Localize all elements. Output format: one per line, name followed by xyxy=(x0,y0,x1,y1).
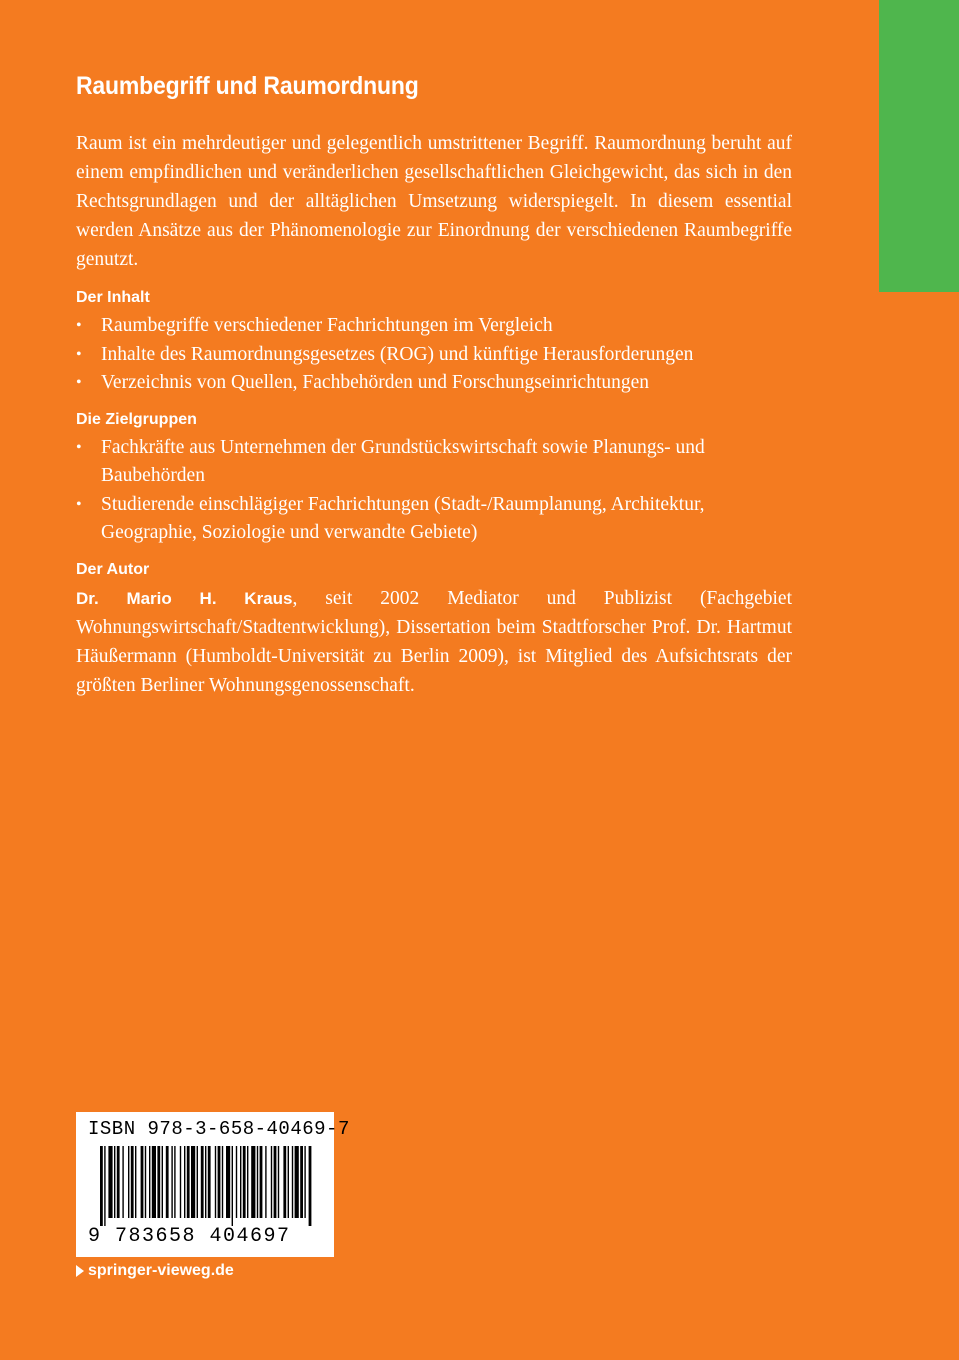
list-item: • Inhalte des Raumordnungsgesetzes (ROG) und künftige Herausforderungen xyxy=(76,341,792,370)
barcode-bar xyxy=(171,1146,172,1218)
barcode-bar xyxy=(117,1146,120,1218)
publisher-link[interactable] xyxy=(76,1262,234,1280)
barcode-bar xyxy=(184,1146,185,1218)
barcode-bar xyxy=(283,1146,286,1218)
back-cover-text xyxy=(76,72,792,712)
barcode-bar xyxy=(174,1146,175,1218)
intro-paragraph: Raum ist ein mehrdeutiger und gelegentlich umstrittener Begriff. Raumordnung beruht auf einem empfindlichen und veränderlichen gesellschaftlichen Gleichgewicht, das sich in den Rechtsgrundlagen und der alltäglichen Umsetzung widerspiegelt. In diesem essential werden Ansätze aus der Phänomenologie zur Einordnung der verschiedenen Raumbegriffe genutzt. xyxy=(76,133,792,270)
barcode-bar xyxy=(260,1146,263,1218)
barcode-bar xyxy=(300,1146,303,1218)
content-heading: Der Inhalt xyxy=(76,289,150,306)
barcode-bar xyxy=(205,1146,206,1218)
barcode-bar xyxy=(232,1146,233,1226)
author-bio-text: , seit 2002 Mediator und Publizist (Fachgebiet Wohnungswirtschaft/Stadtentwicklung), Dissertation beim Stadtforscher Prof. Dr. Hartmut Häußermann (Humboldt-Universität zu Berlin 2009), ist Mitglied des Aufsichtsrats der größten Berliner Wohnungsgenossenschaft. xyxy=(76,587,792,696)
barcode-bar xyxy=(166,1146,169,1218)
barcode-bar xyxy=(191,1146,195,1218)
book-title: Raumbegriff und Raumordnung xyxy=(76,72,419,100)
barcode-bar xyxy=(257,1146,258,1218)
barcode-bar xyxy=(288,1146,289,1218)
barcode-bar xyxy=(292,1146,293,1218)
play-arrow-icon xyxy=(76,1265,84,1277)
publisher-link-text: springer-vieweg.de xyxy=(88,1262,234,1279)
list-item: • Fachkräfte aus Unternehmen der Grundstückswirtschaft sowie Planungs- und Baubehörden xyxy=(76,434,792,491)
barcode-bar xyxy=(104,1146,105,1226)
barcode-bar xyxy=(251,1146,255,1218)
barcode-bar xyxy=(145,1146,146,1218)
content-list xyxy=(76,312,792,398)
author-heading: Der Autor xyxy=(76,560,150,578)
barcode-bar xyxy=(247,1146,248,1218)
barcode-bar xyxy=(240,1146,241,1218)
barcode-bar xyxy=(309,1146,312,1226)
ean-digits: 9 783658 404697 xyxy=(88,1225,291,1248)
barcode-bar xyxy=(187,1146,190,1218)
list-item: • Raumbegriffe verschiedener Fachrichtungen im Vergleich xyxy=(76,312,792,341)
barcode-bar xyxy=(149,1146,150,1218)
barcode-bar xyxy=(243,1146,246,1218)
barcode-bar xyxy=(114,1146,115,1218)
barcode-bar xyxy=(157,1146,160,1218)
barcode-bar xyxy=(265,1146,266,1218)
barcode-bar xyxy=(100,1146,103,1226)
barcode-bar xyxy=(215,1146,216,1218)
author-name: Dr. Mario H. Kraus xyxy=(76,588,293,608)
isbn-barcode xyxy=(76,1112,350,1257)
barcode-bar xyxy=(131,1146,134,1218)
barcode-bar xyxy=(274,1146,277,1218)
list-item: • Studierende einschlägiger Fachrichtungen (Stadt-/Raumplanung, Architektur, Geographie, Soziologie und verwandte Gebiete) xyxy=(76,491,792,548)
barcode-bar xyxy=(128,1146,129,1218)
barcode-bar xyxy=(304,1146,305,1218)
author-bio xyxy=(76,584,792,700)
barcode-bar xyxy=(208,1146,211,1218)
barcode-bar xyxy=(162,1146,163,1218)
barcode-bar xyxy=(226,1146,230,1218)
audience-heading: Die Zielgruppen xyxy=(76,410,197,428)
barcode-bar xyxy=(295,1146,299,1218)
barcode-bar xyxy=(122,1146,123,1218)
barcode-bar xyxy=(135,1146,136,1218)
barcode-bar xyxy=(152,1146,156,1218)
barcode-bar xyxy=(218,1146,221,1218)
barcode-bar xyxy=(141,1146,144,1218)
barcode-bar xyxy=(108,1146,112,1218)
barcode-bar xyxy=(278,1146,279,1218)
barcode-bar xyxy=(180,1146,181,1218)
barcode-bar xyxy=(201,1146,204,1218)
audience-list xyxy=(76,434,792,548)
isbn-number: ISBN 978-3-658-40469-7 xyxy=(88,1118,350,1140)
barcode-bar xyxy=(271,1146,272,1218)
green-accent-tab xyxy=(879,0,959,292)
barcode-bar xyxy=(197,1146,198,1218)
barcode-bar xyxy=(222,1146,223,1218)
barcode-bar xyxy=(236,1146,237,1218)
barcode-bars xyxy=(76,1146,334,1226)
list-item: • Verzeichnis von Quellen, Fachbehörden und Forschungseinrichtungen xyxy=(76,369,792,398)
